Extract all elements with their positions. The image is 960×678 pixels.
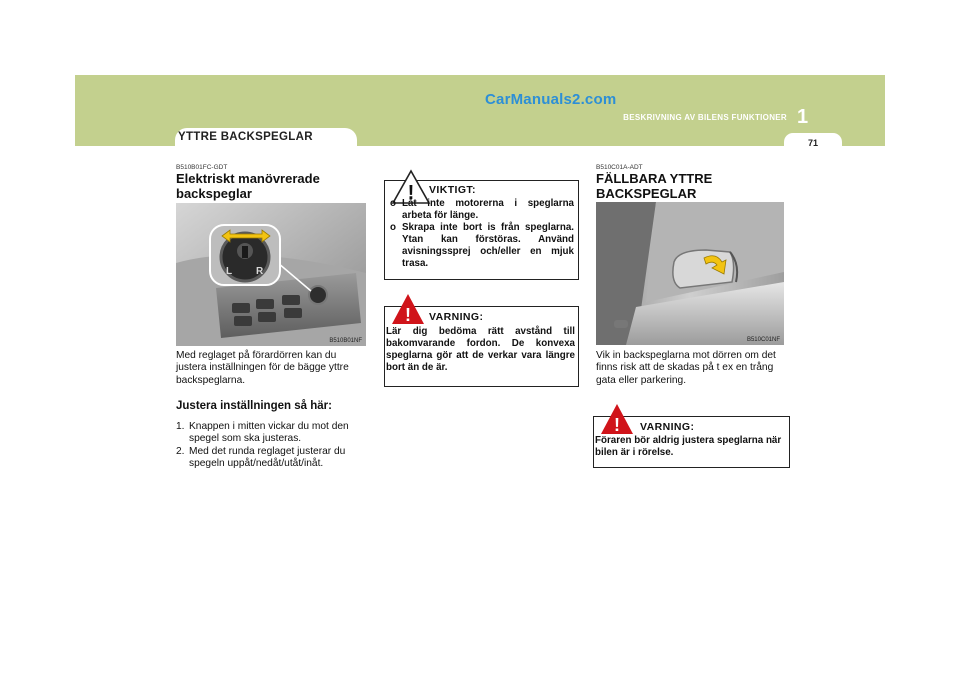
section-title: YTTRE BACKSPEGLAR bbox=[178, 131, 313, 143]
mirror-switch-photo bbox=[176, 203, 366, 346]
notice-item-text: Låt inte motorerna i speglarna arbeta för länge. bbox=[402, 198, 574, 222]
image-code: B510B01NF bbox=[329, 338, 362, 344]
warning-triangle-icon bbox=[391, 293, 425, 325]
section-code: B510B01FC-GDT bbox=[176, 164, 228, 171]
warning-box-moving bbox=[593, 416, 790, 468]
warning-title: VARNING: bbox=[640, 421, 695, 433]
adjust-subheading: Justera inställningen så här: bbox=[176, 400, 332, 412]
notice-list bbox=[390, 198, 574, 271]
step-text: Med det runda reglaget justerar du spegeln uppåt/nedåt/utåt/inåt. bbox=[189, 445, 346, 470]
folding-mirror-photo bbox=[596, 202, 784, 345]
step-text: Knappen i mitten vickar du mot den spegel som ska justeras. bbox=[189, 421, 349, 445]
fold-arrow-icon bbox=[700, 250, 728, 286]
warning-box-distance bbox=[384, 306, 579, 387]
step-item bbox=[176, 421, 366, 446]
step-item bbox=[176, 446, 366, 471]
step-number: 1. bbox=[176, 421, 185, 432]
step-number: 2. bbox=[176, 445, 185, 457]
notice-item bbox=[390, 222, 574, 270]
folding-mirror-illustration bbox=[596, 202, 784, 345]
warning-text: Föraren bör aldrig justera speglarna när bilen är i rörelse. bbox=[595, 435, 782, 459]
fold-heading: FÄLLBARA YTTRE BACKSPEGLAR bbox=[596, 171, 713, 201]
notice-title: VIKTIGT: bbox=[429, 184, 476, 196]
chapter-number: 1 bbox=[797, 106, 809, 128]
notice-icon-glyph: ! bbox=[407, 182, 415, 204]
chapter-title: BESKRIVNING AV BILENS FUNKTIONER bbox=[623, 113, 787, 122]
notice-box bbox=[384, 180, 579, 280]
mirror-switch-illustration bbox=[176, 203, 366, 346]
warning-icon-glyph: ! bbox=[405, 305, 411, 325]
warning-text: Lär dig bedöma rätt avstånd till bakomvarande fordon. De konvexa speglarna gör att de verkar vara längre bort än de är. bbox=[386, 326, 575, 374]
notice-item bbox=[390, 198, 574, 222]
notice-bullet: o bbox=[390, 222, 396, 234]
notice-item-text: Skrapa inte bort is från speglarna. Ytan kan förstöras. Använd avisningssprej och/eller en mjuk trasa. bbox=[402, 222, 574, 270]
intro-paragraph: Med reglaget på förardörren kan du justera inställningen för de bägge yttre backspeglarna. bbox=[176, 350, 349, 386]
warning-icon-glyph: ! bbox=[614, 415, 620, 435]
left-right-arrow-icon bbox=[220, 229, 272, 243]
site-link[interactable]: CarManuals2.com bbox=[485, 91, 617, 108]
knob-right-label: R bbox=[256, 266, 264, 277]
fold-paragraph: Vik in backspeglarna mot dörren om det finns risk att de skadas på t ex en trång gata eller parkering. bbox=[596, 350, 776, 386]
section-heading: Elektriskt manövrerade backspeglar bbox=[176, 171, 320, 201]
adjust-steps bbox=[176, 421, 366, 471]
warning-title: VARNING: bbox=[429, 311, 484, 323]
warning-triangle-icon bbox=[600, 403, 634, 435]
image-code-fold: B510C01NF bbox=[746, 337, 780, 343]
page-number: 71 bbox=[807, 138, 818, 148]
knob-left-label: L bbox=[226, 266, 233, 277]
section-code-fold: B510C01A-ADT bbox=[596, 164, 643, 171]
notice-bullet: o bbox=[390, 198, 396, 209]
notice-text bbox=[390, 198, 574, 271]
